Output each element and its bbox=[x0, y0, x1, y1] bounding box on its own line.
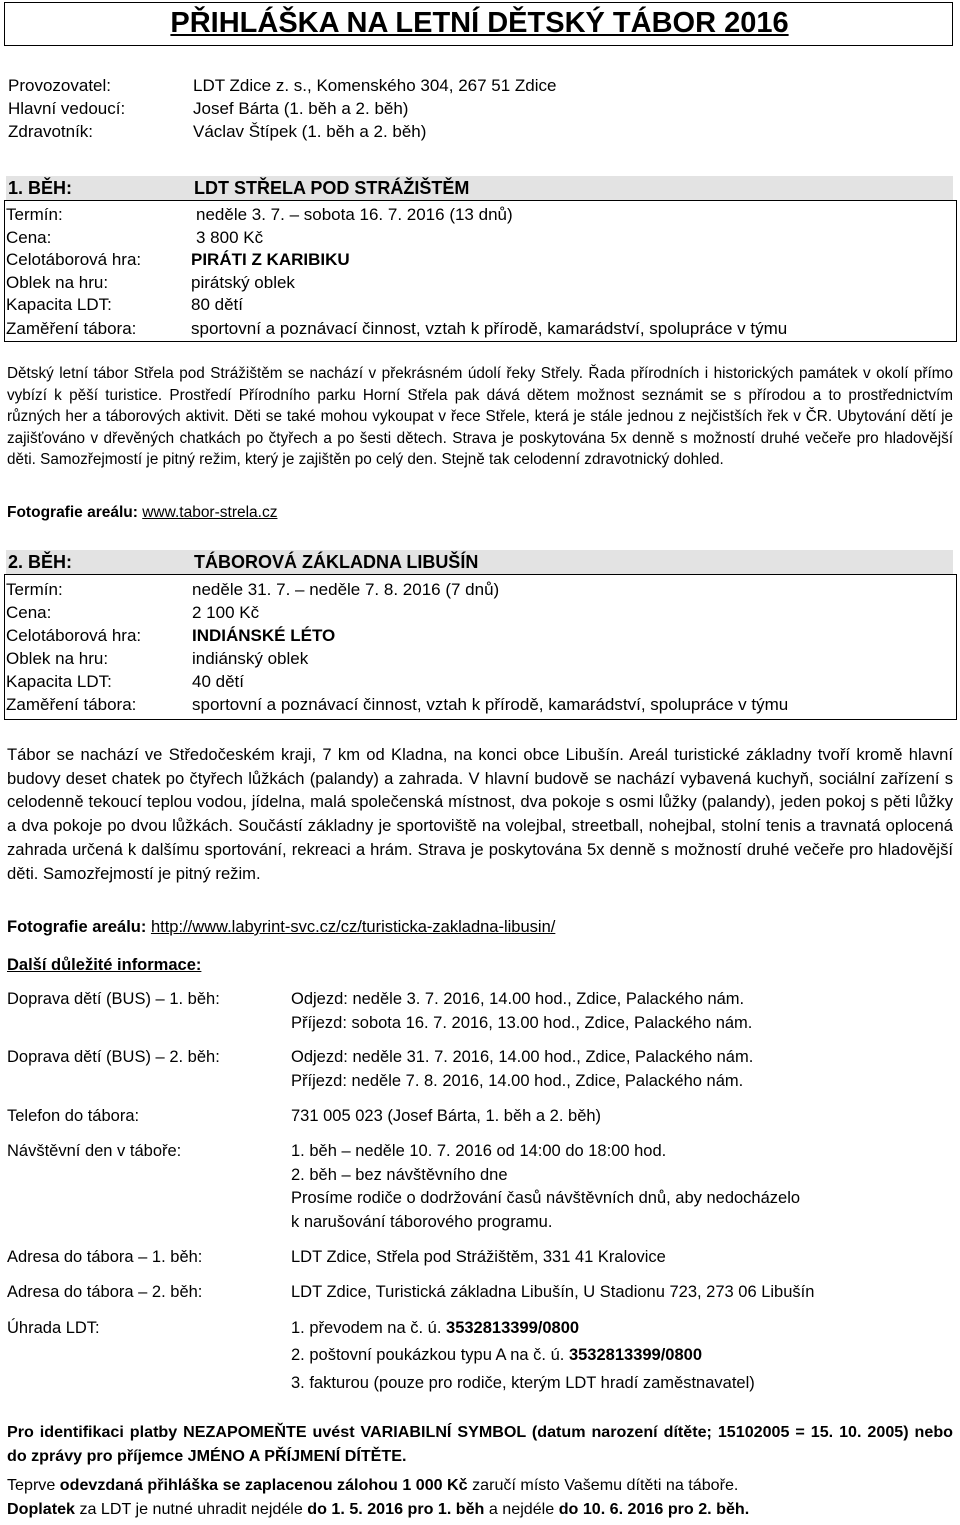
balance-note bbox=[7, 1500, 749, 1519]
run2-term-value: neděle 31. 7. – neděle 7. 8. 2016 (7 dnů) bbox=[192, 580, 500, 599]
info-value-leader: Josef Bárta (1. běh a 2. běh) bbox=[193, 99, 409, 118]
info-label-medic: Zdravotník: bbox=[8, 122, 94, 141]
bus2-arrival: Příjezd: neděle 7. 8. 2016, 14.00 hod., Zdice, Palackého nám. bbox=[291, 1072, 744, 1090]
run2-row-price bbox=[6, 603, 946, 626]
info-label-leader: Hlavní vedoucí: bbox=[8, 99, 126, 118]
payment-label: Úhrada LDT: bbox=[7, 1319, 100, 1337]
visit-note-2: k narušování táborového programu. bbox=[291, 1213, 553, 1231]
bus1-departure: Odjezd: neděle 3. 7. 2016, 14.00 hod., Zdice, Palackého nám. bbox=[291, 990, 745, 1008]
run1-focus-value: sportovní a poznávací činnost, vztah k přírodě, kamarádství, spolupráce v týmu bbox=[191, 319, 788, 338]
balance-note-b: za LDT je nutné uhradit nejdéle bbox=[74, 1500, 308, 1518]
run1-game-value: PIRÁTI Z KARIBIKU bbox=[191, 250, 350, 269]
run2-row-costume bbox=[6, 649, 946, 672]
phone-label: Telefon do tábora: bbox=[7, 1107, 140, 1125]
payment-account-1: 3532813399/0800 bbox=[446, 1319, 580, 1337]
info-label-operator: Provozovatel: bbox=[8, 76, 111, 95]
run1-row-capacity bbox=[6, 295, 946, 318]
run2-photos bbox=[7, 918, 555, 937]
payment-option-1-text: 1. převodem na č. ú. bbox=[291, 1319, 447, 1337]
run2-row-term bbox=[6, 580, 946, 603]
run1-label: 1. BĚH: bbox=[8, 178, 73, 198]
run2-row-game bbox=[6, 626, 946, 649]
bus1-arrival: Příjezd: sobota 16. 7. 2016, 13.00 hod., Zdice, Palackého nám. bbox=[291, 1014, 753, 1032]
payment-account-2: 3532813399/0800 bbox=[568, 1346, 703, 1364]
run1-row-term bbox=[6, 205, 946, 228]
balance-note-e: do 10. 6. 2016 pro 2. běh. bbox=[558, 1500, 750, 1518]
run1-capacity-value: 80 dětí bbox=[191, 295, 243, 314]
title-box bbox=[4, 2, 953, 46]
run1-capacity-label: Kapacita LDT: bbox=[6, 295, 112, 314]
run2-capacity-label: Kapacita LDT: bbox=[6, 672, 112, 691]
run1-focus-label: Zaměření tábora: bbox=[6, 319, 137, 338]
page-title: PŘIHLÁŠKA NA LETNÍ DĚTSKÝ TÁBOR 2016 bbox=[170, 7, 789, 39]
visit-run1: 1. běh – neděle 10. 7. 2016 od 14:00 do 18:00 hod. bbox=[291, 1142, 667, 1160]
run1-costume-label: Oblek na hru: bbox=[6, 273, 109, 292]
address1-label: Adresa do tábora – 1. běh: bbox=[7, 1248, 203, 1266]
run2-focus-value: sportovní a poznávací činnost, vztah k přírodě, kamarádství, spolupráce v týmu bbox=[192, 695, 789, 714]
run1-row-focus bbox=[6, 319, 946, 342]
visit-run2: 2. běh – bez návštěvního dne bbox=[291, 1166, 508, 1184]
run1-costume-value: pirátský oblek bbox=[191, 273, 295, 292]
payment-option-1 bbox=[291, 1319, 579, 1338]
run2-game-value: INDIÁNSKÉ LÉTO bbox=[192, 626, 336, 645]
run2-row-focus bbox=[6, 695, 946, 718]
balance-note-c: do 1. 5. 2016 pro 1. běh bbox=[307, 1500, 485, 1518]
info-value-medic: Václav Štípek (1. běh a 2. běh) bbox=[193, 122, 427, 141]
deposit-note-b: odevzdaná přihláška se zaplacenou zálohou 1 000 Kč bbox=[59, 1476, 468, 1494]
run2-header bbox=[6, 550, 953, 574]
deposit-note-a: Teprve bbox=[7, 1476, 60, 1494]
run1-term-label: Termín: bbox=[6, 205, 63, 224]
bus2-departure: Odjezd: neděle 31. 7. 2016, 14.00 hod., Zdice, Palackého nám. bbox=[291, 1048, 754, 1066]
run2-game-label: Celotáborová hra: bbox=[6, 626, 142, 645]
address1-value: LDT Zdice, Střela pod Strážištěm, 331 41 Kralovice bbox=[291, 1248, 666, 1266]
bus2-label: Doprava dětí (BUS) – 2. běh: bbox=[7, 1048, 220, 1066]
address2-value: LDT Zdice, Turistická základna Libušín, U Stadionu 723, 273 06 Libušín bbox=[291, 1283, 815, 1301]
run2-capacity-value: 40 dětí bbox=[192, 672, 244, 691]
run1-description: Dětský letní tábor Střela pod Strážištěm se nachází v překrásném údolí řeky Střely. Řada přírodních i historických památek v okolí přímo vybízí k pěší turistice. Prostředí Přírodního parku Horní Střela pak dává dětem možnost seznámit se s přírodou a to prostřednictvím různých her a táborových aktivit. Děti se také mohou vykoupat v řece Střele, která je stále jednou z nejčistších řek v ČR. Ubytování dětí je zajišťováno v dřevěných chatkách po čtyřech a po šesti dětech. Strava je poskytována 5x denně s možností druhé večeře pro hladovější děti. Samozřejmostí je pitný režim, který je zajištěn po celý den. Stejně tak celodenní zdravotnický dohled. bbox=[7, 365, 953, 468]
run1-price-label: Cena: bbox=[6, 228, 52, 247]
variable-symbol-note: Pro identifikaci platby NEZAPOMEŇTE uvést VARIABILNÍ SYMBOL (datum narození dítěte; 15102005 = 15. 10. 2005) nebo do zprávy pro příjemce JMÉNO A PŘÍJMENÍ DÍTĚTE. bbox=[7, 1423, 953, 1465]
visit-note-1: Prosíme rodiče o dodržování časů návštěvních dnů, aby nedocházelo bbox=[291, 1189, 801, 1207]
deposit-note bbox=[7, 1476, 738, 1495]
run1-header bbox=[6, 176, 953, 200]
payment-option-2-text: 2. poštovní poukázkou typu A na č. ú. bbox=[291, 1346, 569, 1364]
run2-photos-label: Fotografie areálu: bbox=[7, 918, 147, 936]
run1-photos-label: Fotografie areálu: bbox=[7, 504, 138, 521]
balance-note-d: a nejdéle bbox=[484, 1500, 559, 1518]
run2-row-capacity bbox=[6, 672, 946, 695]
run2-costume-value: indiánský oblek bbox=[192, 649, 309, 668]
payment-option-3: 3. fakturou (pouze pro rodiče, kterým LDT hradí zaměstnavatel) bbox=[291, 1374, 755, 1392]
run2-description: Tábor se nachází ve Středočeském kraji, 7 km od Kladna, na konci obce Libušín. Areál turistické základny tvoří kromě hlavní budovy deset chatek po čtyřech lůžkách (palandy) a zahrada. V hlavní budově se nachází vybavená kuchyň, sociální zařízení s celodenně tekoucí teplou vodou, jídelna, malá společenská místnost, dva pokoje s osmi lůžky (palandy), jeden pokoj s pěti lůžky a dva pokoje po dvou lůžkách. Součástí základny je sportoviště na volejbal, streetball, nohejbal, stolní tenis a travnatá oplocená zahrada určená k dalšímu sportování, rekreaci a hrám. Strava je poskytována 5x denně s možností druhé večeře pro hladovější děti. Samozřejmostí je pitný režim. bbox=[7, 745, 953, 883]
run1-row-game bbox=[6, 250, 946, 273]
run1-term-value: neděle 3. 7. – sobota 16. 7. 2016 (13 dnů) bbox=[196, 205, 513, 224]
run2-focus-label: Zaměření tábora: bbox=[6, 695, 137, 714]
info-value-operator: LDT Zdice z. s., Komenského 304, 267 51 Zdice bbox=[193, 76, 557, 95]
visit-label: Návštěvní den v táboře: bbox=[7, 1142, 182, 1160]
run1-row-price bbox=[6, 228, 946, 251]
run2-label: 2. BĚH: bbox=[8, 552, 73, 572]
run1-name: LDT STŘELA POD STRÁŽIŠTĚM bbox=[194, 178, 470, 198]
bus1-label: Doprava dětí (BUS) – 1. běh: bbox=[7, 990, 220, 1008]
run2-costume-label: Oblek na hru: bbox=[6, 649, 109, 668]
address2-label: Adresa do tábora – 2. běh: bbox=[7, 1283, 203, 1301]
run1-price-value: 3 800 Kč bbox=[196, 228, 264, 247]
run2-photos-link[interactable]: http://www.labyrint-svc.cz/cz/turisticka-zakladna-libusin/ bbox=[150, 918, 556, 936]
balance-note-a: Doplatek bbox=[7, 1500, 75, 1518]
run1-photos bbox=[7, 504, 277, 522]
payment-option-2 bbox=[291, 1346, 702, 1365]
run2-name: TÁBOROVÁ ZÁKLADNA LIBUŠÍN bbox=[194, 552, 479, 572]
run2-price-label: Cena: bbox=[6, 603, 52, 622]
run1-photos-link[interactable]: www.tabor-strela.cz bbox=[142, 504, 278, 521]
run1-game-label: Celotáborová hra: bbox=[6, 250, 142, 269]
run2-price-value: 2 100 Kč bbox=[192, 603, 260, 622]
run2-term-label: Termín: bbox=[6, 580, 63, 599]
phone-value: 731 005 023 (Josef Bárta, 1. běh a 2. běh) bbox=[291, 1107, 602, 1125]
more-info-heading: Další důležité informace: bbox=[7, 956, 202, 974]
deposit-note-c: zaručí místo Vašemu dítěti na táboře. bbox=[467, 1476, 739, 1494]
run1-row-costume bbox=[6, 273, 946, 296]
